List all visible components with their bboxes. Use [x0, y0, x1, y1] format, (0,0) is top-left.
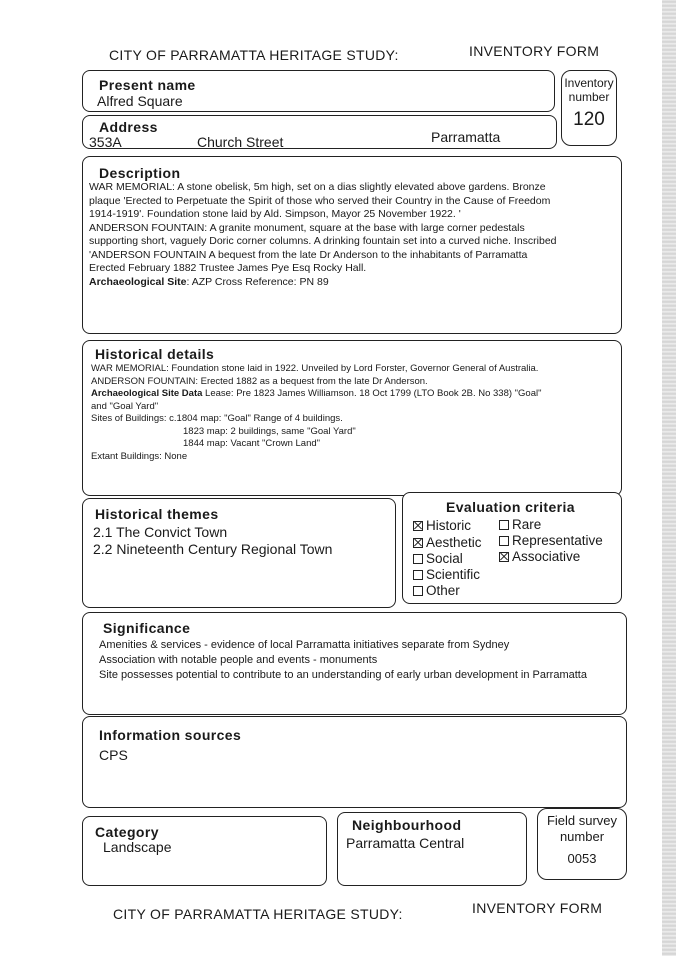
description-line: supporting short, vaguely Doric corner columns. A drinking fountain set into a curved niche. Inscribed	[89, 235, 557, 247]
category-label: Category	[95, 824, 159, 840]
historical-line: WAR MEMORIAL: Foundation stone laid in 1922. Unveiled by Lord Forster, Governor General of Australia.	[91, 363, 539, 374]
checkbox-representative[interactable]	[499, 536, 509, 546]
description-line: 'ANDERSON FOUNTAIN A bequest from the late Dr Anderson to the inhabitants of Parramatta	[89, 248, 528, 261]
historical-arch-value: Lease: Pre 1823 James Williamson. 18 Oct 1799 (LTO Book 2B. No 338) "Goal"	[202, 388, 542, 399]
historical-line: ANDERSON FOUNTAIN: Erected 1882 as a bequest from the late Dr Anderson.	[91, 375, 428, 387]
historical-sites-label: Sites of Buildings:	[91, 413, 167, 424]
historical-details-text	[91, 363, 541, 463]
header-form: INVENTORY FORM	[469, 43, 600, 59]
address-number: 353A	[89, 134, 122, 150]
neighbourhood-value: Parramatta Central	[346, 835, 465, 851]
neighbourhood-box	[337, 812, 527, 886]
historical-themes-box	[82, 498, 396, 608]
description-label: Description	[99, 165, 181, 181]
header-title: CITY OF PARRAMATTA HERITAGE STUDY:	[109, 47, 399, 63]
address-street: Church Street	[197, 134, 284, 150]
historical-site: 1844 map: Vacant "Crown Land"	[183, 438, 321, 449]
historical-extant: Extant Buildings: None	[91, 450, 188, 462]
historical-sites-line	[91, 413, 541, 426]
present-name-label: Present name	[99, 77, 196, 93]
field-survey-box	[537, 808, 627, 880]
scan-edge	[662, 0, 676, 956]
significance-line: Site possesses potential to contribute to an understanding of early urban development in Parramatta	[99, 669, 587, 681]
checkbox-social[interactable]	[413, 554, 423, 564]
description-box	[82, 156, 622, 334]
criterion-associative[interactable]: Associative	[499, 549, 580, 564]
checkbox-aesthetic[interactable]	[413, 538, 423, 548]
description-line: WAR MEMORIAL: A stone obelisk, 5m high, set on a dias slightly elevated above gardens. Bronze	[89, 181, 546, 193]
address-suburb: Parramatta	[431, 129, 501, 145]
historical-themes-list	[93, 524, 332, 558]
criterion-scientific[interactable]: Scientific	[413, 567, 480, 582]
present-name-box	[82, 70, 555, 112]
description-text	[89, 181, 557, 289]
checkbox-associative[interactable]	[499, 552, 509, 562]
historical-arch-label: Archaeological Site Data	[91, 388, 203, 399]
description-line: ANDERSON FOUNTAIN: A granite monument, square at the base with large corner pedestals	[89, 221, 525, 234]
category-value: Landscape	[103, 839, 172, 855]
historical-site: c.1804 map: "Goal" Range of 4 buildings.	[169, 413, 343, 424]
criterion-other[interactable]: Other	[413, 583, 460, 598]
historical-details-label: Historical details	[95, 346, 215, 362]
address-box	[82, 115, 557, 149]
footer-title: CITY OF PARRAMATTA HERITAGE STUDY:	[113, 906, 403, 922]
category-box	[82, 816, 327, 886]
footer-form: INVENTORY FORM	[472, 900, 603, 916]
significance-text	[99, 638, 587, 683]
criterion-rare[interactable]: Rare	[499, 517, 541, 532]
field-survey-label-2: number	[559, 829, 605, 844]
theme-item: 2.2 Nineteenth Century Regional Town	[93, 541, 333, 557]
checkbox-scientific[interactable]	[413, 570, 423, 580]
historical-themes-label: Historical themes	[95, 506, 219, 522]
information-sources-label: Information sources	[99, 727, 242, 743]
inventory-number-value: 120	[573, 109, 605, 130]
information-sources-value: CPS	[99, 747, 128, 763]
description-line: plaque 'Erected to Perpetuate the Spirit of those who served their Country in the Cause of Freedom	[89, 194, 551, 207]
neighbourhood-label: Neighbourhood	[352, 817, 462, 833]
historical-arch-line	[91, 388, 541, 401]
description-arch-label: Archaeological Site	[89, 275, 187, 288]
historical-arch-value-2: and "Goal Yard"	[91, 400, 159, 412]
criterion-historic[interactable]: Historic	[413, 518, 471, 533]
inventory-number-box	[561, 70, 617, 146]
present-name-value: Alfred Square	[97, 93, 183, 109]
significance-line: Association with notable people and events - monuments	[99, 654, 378, 666]
field-survey-label-1: Field survey	[546, 813, 618, 828]
significance-box	[82, 612, 627, 715]
inventory-number-label-1: Inventory	[564, 76, 614, 90]
checkbox-historic[interactable]	[413, 521, 423, 531]
theme-item: 2.1 The Convict Town	[93, 524, 228, 540]
historical-site: 1823 map: 2 buildings, same "Goal Yard"	[183, 425, 356, 437]
evaluation-criteria-box	[402, 492, 622, 604]
inventory-number-label-2: number	[568, 90, 610, 104]
description-arch-value: : AZP Cross Reference: PN 89	[186, 275, 329, 288]
significance-line: Amenities & services - evidence of local Parramatta initiatives separate from Sydney	[99, 639, 510, 651]
significance-label: Significance	[103, 620, 191, 636]
checkbox-other[interactable]	[413, 586, 423, 596]
criterion-representative[interactable]: Representative	[499, 533, 603, 548]
criterion-social[interactable]: Social	[413, 551, 463, 566]
description-line: 1914-1919'. Foundation stone laid by Ald. Simpson, Mayor 25 November 1922. '	[89, 208, 461, 220]
description-arch-line	[89, 276, 557, 290]
evaluation-criteria-label: Evaluation criteria	[446, 499, 575, 515]
address-label: Address	[99, 119, 158, 135]
description-line: Erected February 1882 Trustee James Pye Esq Rocky Hall.	[89, 262, 367, 274]
historical-details-box	[82, 340, 622, 496]
criterion-aesthetic[interactable]: Aesthetic	[413, 535, 482, 550]
checkbox-rare[interactable]	[499, 520, 509, 530]
field-survey-value: 0053	[567, 851, 597, 866]
information-sources-box	[82, 716, 627, 808]
